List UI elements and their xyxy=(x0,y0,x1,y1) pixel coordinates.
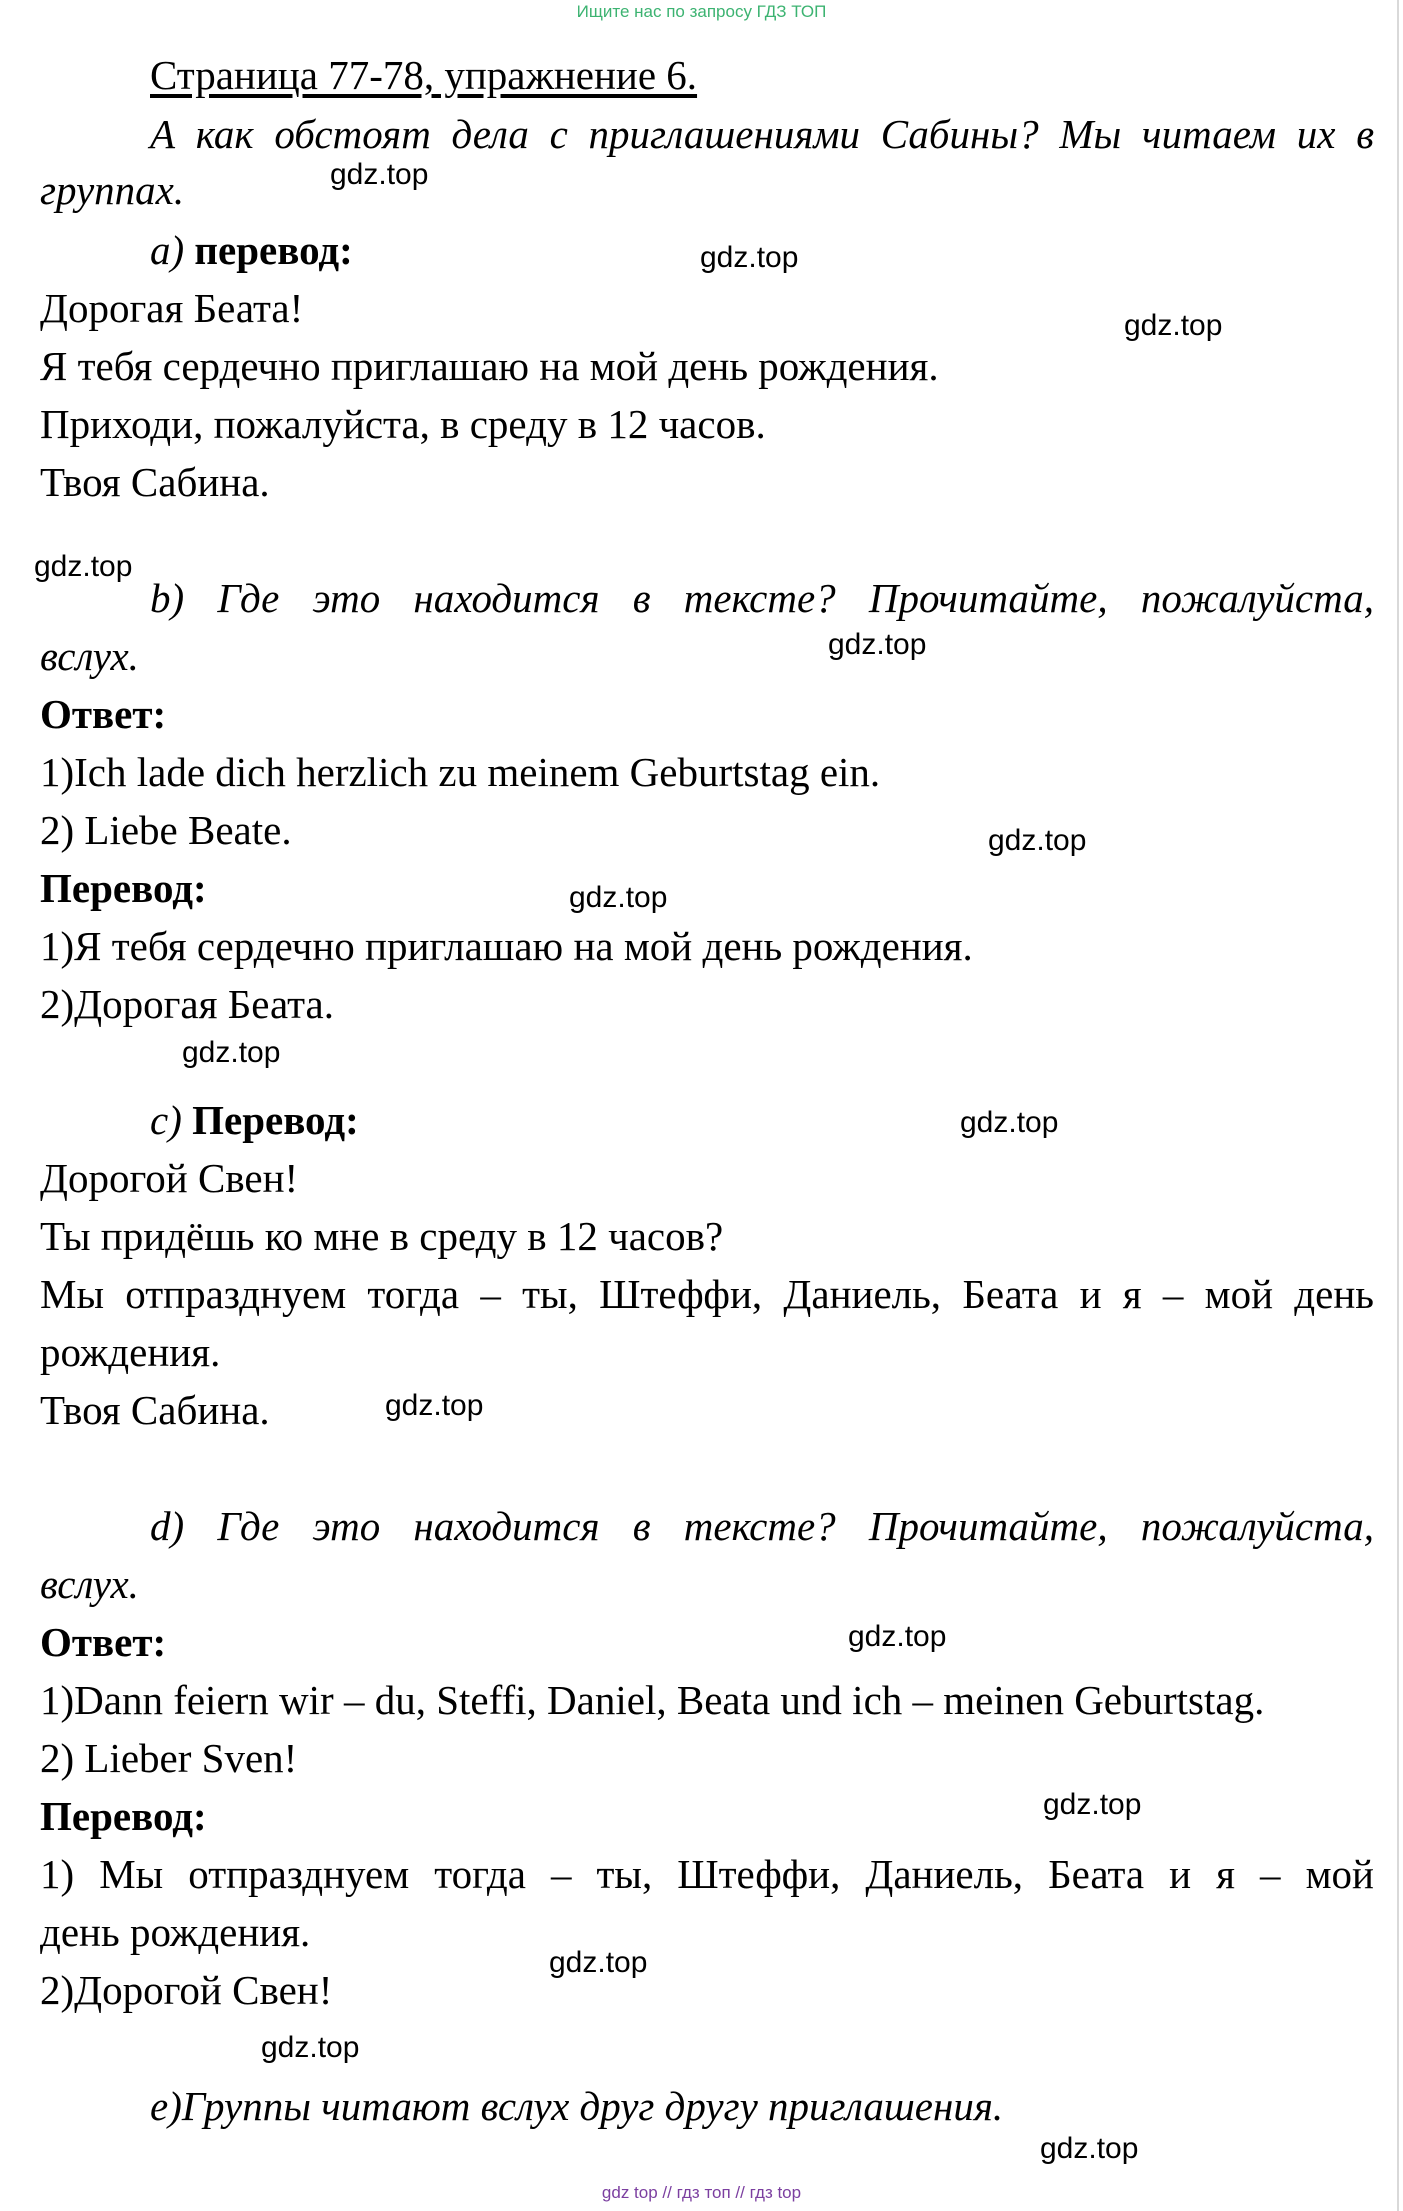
section-d-translation-line-3: 2)Дорогой Свен! xyxy=(40,1967,333,2013)
watermark: gdz.top xyxy=(1124,309,1223,342)
section-d-answer-heading: Ответ: xyxy=(40,1619,167,1665)
letter-c-line: Дорогой Свен! xyxy=(40,1155,299,1201)
section-d-answer: 2) Lieber Sven! xyxy=(40,1735,298,1781)
letter-c-line: рождения. xyxy=(40,1329,221,1375)
letter-c-line: Мы отпразднуем тогда – ты, Штеффи, Даниель, Беата и я – мой день xyxy=(40,1271,1374,1317)
letter-a-line: Приходи, пожалуйста, в среду в 12 часов. xyxy=(40,401,766,447)
intro-line-2: группах. xyxy=(40,167,185,213)
section-a-heading xyxy=(150,227,353,273)
watermark: gdz.top xyxy=(988,824,1087,857)
watermark: gdz.top xyxy=(1043,1788,1142,1821)
footer-links[interactable]: gdz top // гдз топ // гдз top xyxy=(601,2183,802,2202)
section-c-title: Перевод: xyxy=(192,1097,359,1143)
header-search-hint[interactable]: Ищите нас по запросу ГДЗ ТОП xyxy=(576,2,827,21)
section-d-answer: 1)Dann feiern wir – du, Steffi, Daniel, Beata und ich – meinen Geburtstag. xyxy=(40,1677,1265,1723)
watermark: gdz.top xyxy=(569,881,668,914)
section-b-answer: 2) Liebe Beate. xyxy=(40,807,292,853)
intro-line-1: А как обстоят дела с приглашениями Сабины? Мы читаем их в xyxy=(150,111,1374,157)
section-b-translation: 2)Дорогая Беата. xyxy=(40,981,334,1027)
watermark: gdz.top xyxy=(848,1620,947,1653)
watermark: gdz.top xyxy=(1040,2132,1139,2165)
section-d-translation-line-2: день рождения. xyxy=(40,1909,311,1955)
section-a-marker: a) xyxy=(150,227,185,273)
section-e-text: e)Группы читают вслух друг другу приглашения. xyxy=(150,2083,1004,2129)
watermark: gdz.top xyxy=(385,1389,484,1422)
watermark: gdz.top xyxy=(960,1106,1059,1139)
section-b-answer: 1)Ich lade dich herzlich zu meinem Geburtstag ein. xyxy=(40,749,881,795)
watermark: gdz.top xyxy=(549,1946,648,1979)
section-b-question-line-2: вслух. xyxy=(40,633,139,679)
section-d-question-line-1: d) Где это находится в тексте? Прочитайте, пожалуйста, xyxy=(150,1503,1374,1549)
page-title: Страница 77-78, упражнение 6. xyxy=(150,52,698,98)
letter-a-line: Я тебя сердечно приглашаю на мой день рождения. xyxy=(40,343,939,389)
watermark: gdz.top xyxy=(34,550,133,583)
watermark: gdz.top xyxy=(700,241,799,274)
letter-c-line: Ты придёшь ко мне в среду в 12 часов? xyxy=(40,1213,724,1259)
page-edge-divider xyxy=(1397,0,1399,2211)
section-d-translation-heading: Перевод: xyxy=(40,1793,207,1839)
section-c-heading xyxy=(150,1097,359,1143)
section-d-question-line-2: вслух. xyxy=(40,1561,139,1607)
watermark: gdz.top xyxy=(182,1036,281,1069)
letter-a-line: Дорогая Беата! xyxy=(40,285,304,331)
letter-c-line: Твоя Сабина. xyxy=(40,1387,270,1433)
watermark: gdz.top xyxy=(330,158,429,191)
section-a-title: перевод: xyxy=(194,227,353,273)
section-d-translation-line-1: 1) Мы отпразднуем тогда – ты, Штеффи, Даниель, Беата и я – мой xyxy=(40,1851,1374,1897)
section-c-marker: c) xyxy=(150,1097,182,1143)
section-b-translation-heading: Перевод: xyxy=(40,865,207,911)
section-b-answer-heading: Ответ: xyxy=(40,691,167,737)
letter-a-line: Твоя Сабина. xyxy=(40,459,270,505)
section-b-question-line-1: b) Где это находится в тексте? Прочитайте, пожалуйста, xyxy=(150,575,1374,621)
section-b-translation: 1)Я тебя сердечно приглашаю на мой день рождения. xyxy=(40,923,973,969)
watermark: gdz.top xyxy=(828,628,927,661)
watermark: gdz.top xyxy=(261,2031,360,2064)
